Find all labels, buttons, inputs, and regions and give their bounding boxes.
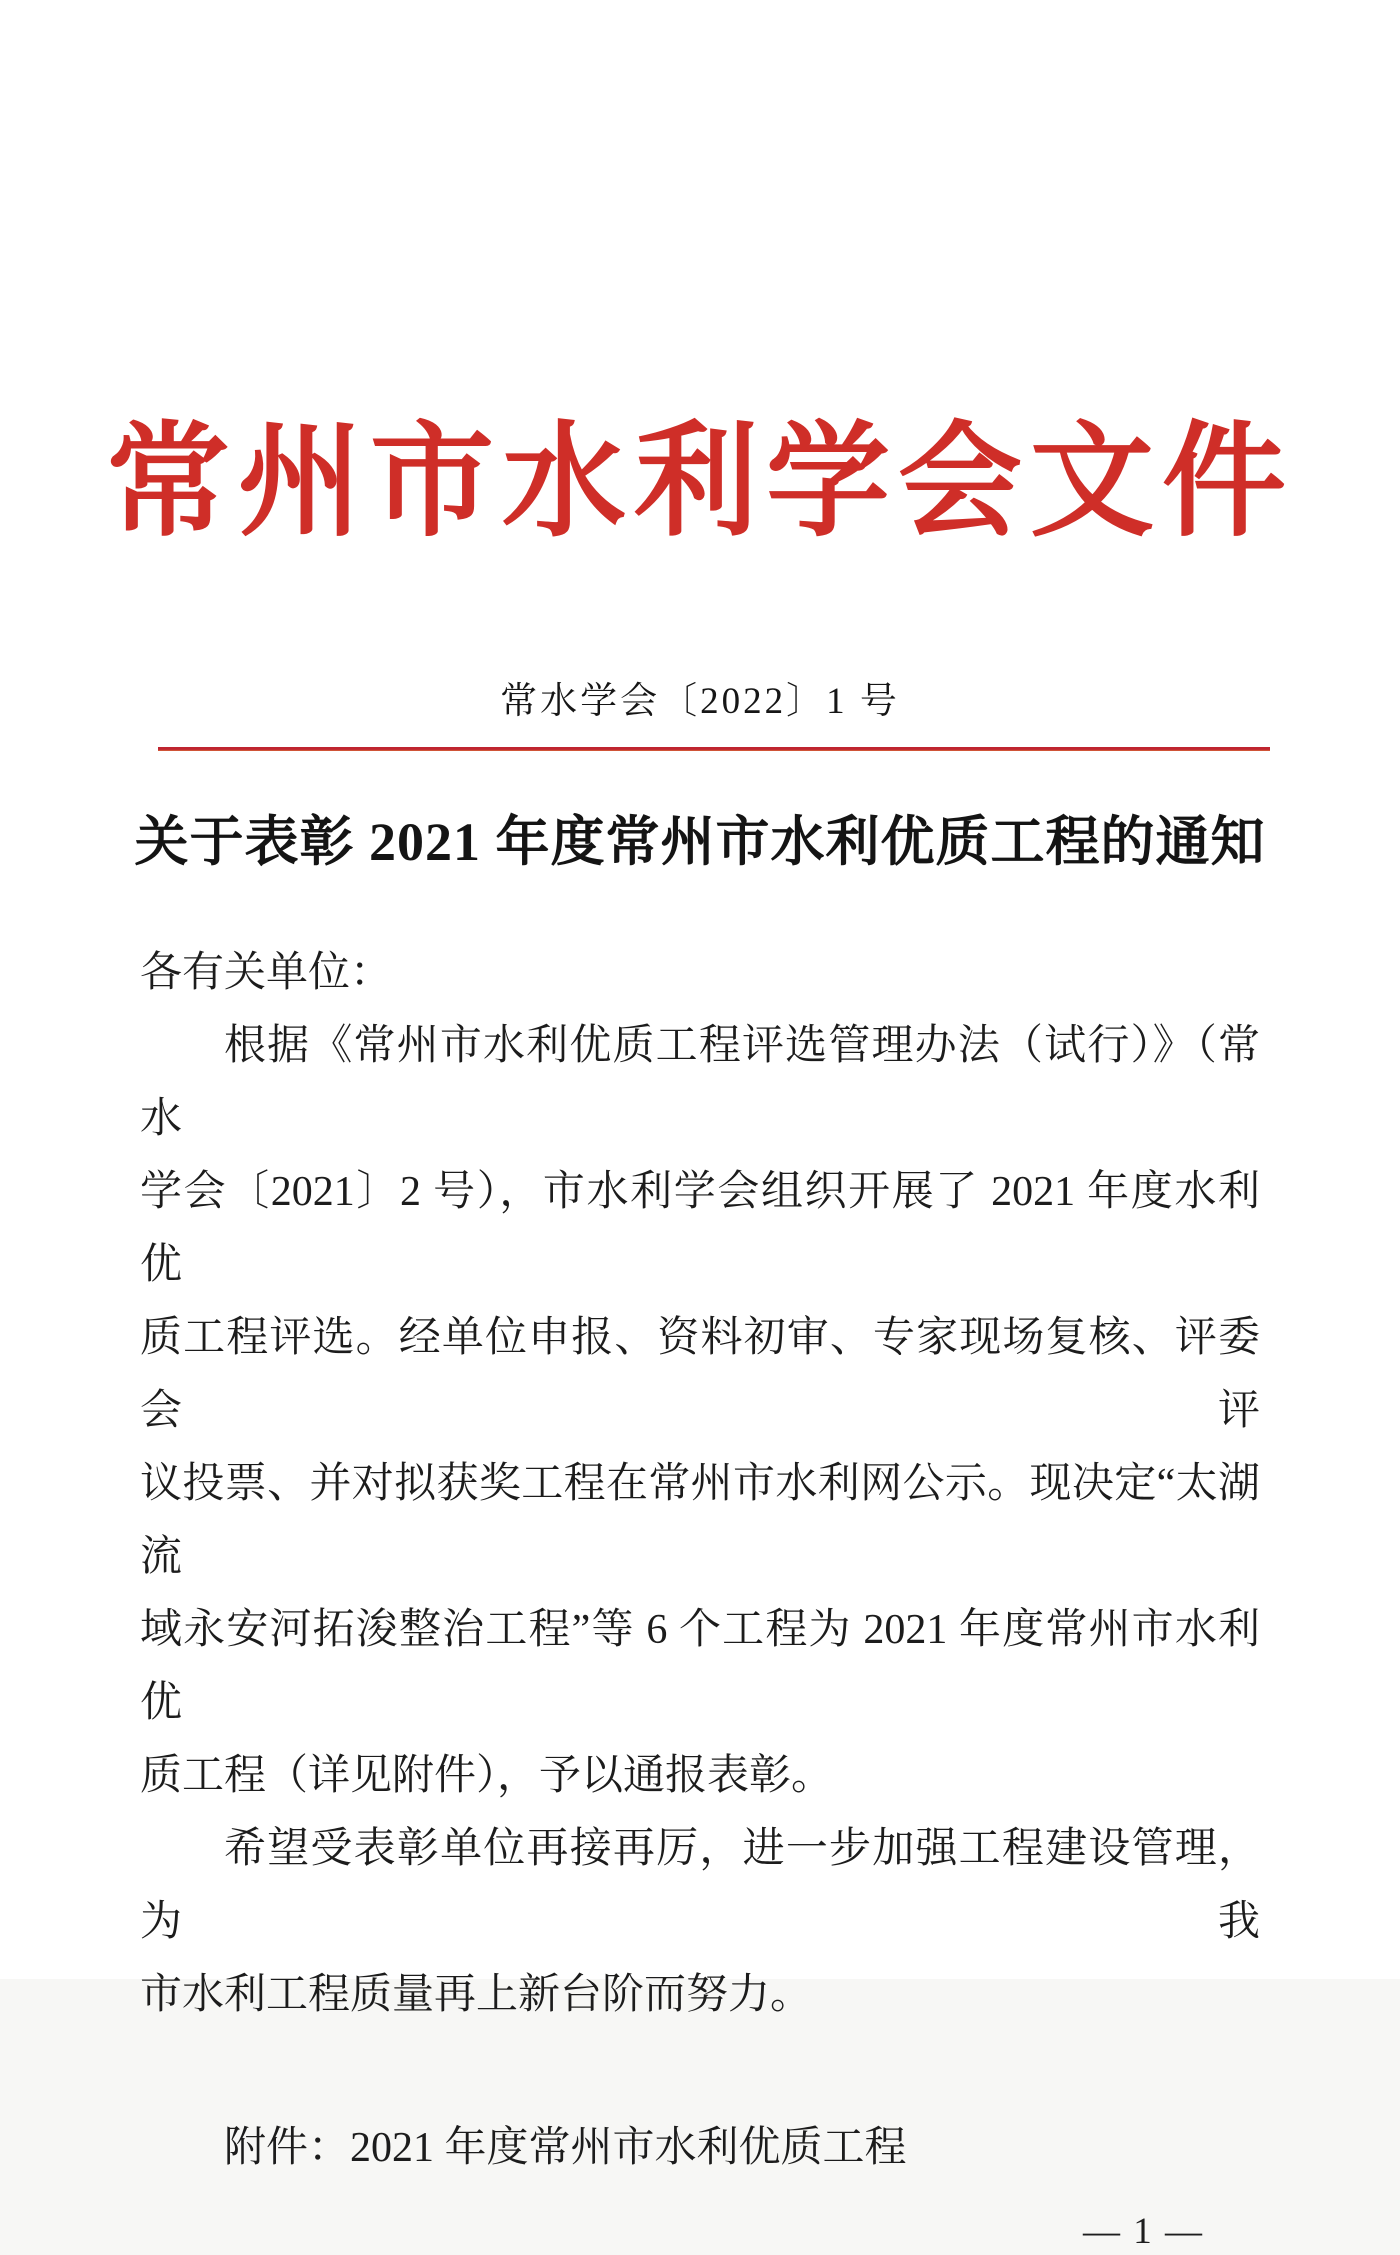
body-line: 质工程评选。经单位申报、资料初审、专家现场复核、评委会评 [140,1314,1260,1434]
body-line: 希望受表彰单位再接再厉，进一步加强工程建设管理，为我 [140,1825,1260,1945]
body-line: 学会〔2021〕2 号），市水利学会组织开展了 2021 年度水利优 [140,1168,1260,1288]
body-line: 议投票、并对拟获奖工程在常州市水利网公示。现决定“太湖流 [140,1460,1260,1580]
org-header-title: 常州市水利学会文件 [105,414,1294,551]
red-divider-rule [158,747,1270,751]
body-line: 根据《常州市水利优质工程评选管理办法（试行）》（常水 [140,1022,1260,1142]
page-number: — 1 — [1083,2210,1204,2252]
attachment-line: 附件：2021 年度常州市水利优质工程 [224,2124,907,2171]
doc-number: 常水学会〔2022〕1 号 [500,680,900,722]
salutation-line: 各有关单位： [140,949,393,996]
body-line: 市水利工程质量再上新台阶而努力。 [140,1971,813,2018]
notice-title: 关于表彰 2021 年度常州市水利优质工程的通知 [134,811,1266,872]
body-line: 域永安河拓浚整治工程”等 6 个工程为 2021 年度常州市水利优 [140,1606,1260,1726]
notice-body [140,937,1260,2185]
body-line: 质工程（详见附件），予以通报表彰。 [140,1752,834,1799]
